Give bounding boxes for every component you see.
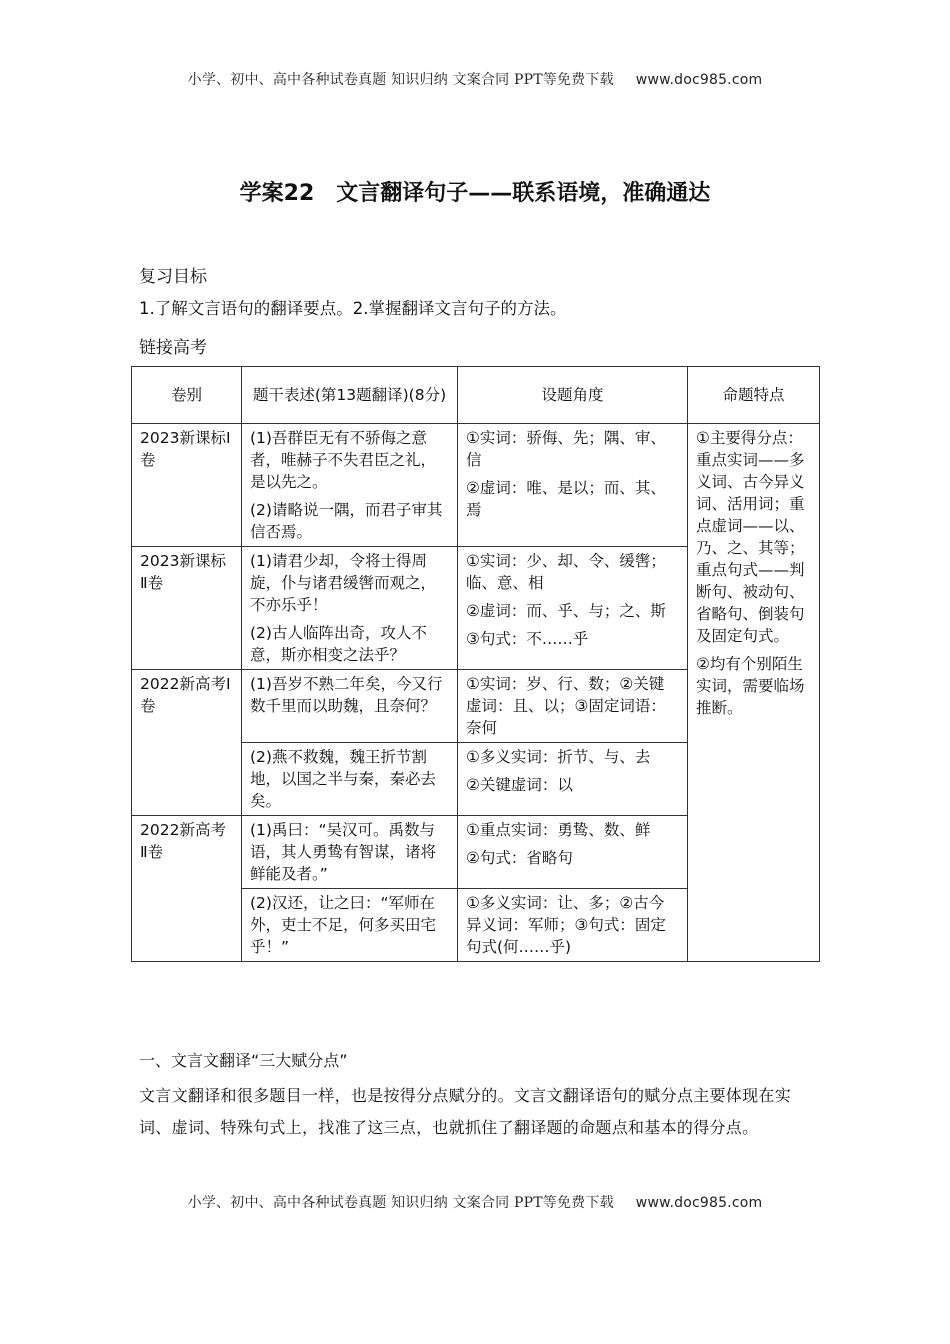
header-question: 题干表述(第13题翻译)(8分)	[242, 367, 458, 424]
banner-text: 小学、初中、高中各种试卷真题 知识归纳 文案合同 PPT等免费下载	[187, 1195, 614, 1211]
header-angle: 设题角度	[458, 367, 688, 424]
exam-table	[131, 366, 820, 962]
volume-cell: 2022新高考Ⅱ卷	[132, 816, 242, 962]
angle-item: ③句式：不……乎	[466, 630, 589, 648]
question-sentence: (1)禹曰：“吴汉可。禹数与语，其人勇鸷有智谋，诸将鲜能及者。”	[250, 821, 437, 883]
angle-cell	[458, 670, 688, 743]
feature-item: ②均有个别陌生实词，需要临场推断。	[696, 655, 805, 717]
feature-cell	[688, 424, 820, 962]
question-cell	[242, 816, 458, 889]
volume-cell: 2022新高考Ⅰ卷	[132, 670, 242, 816]
question-sentence: (1)吾群臣无有不骄侮之意者，唯赫子不失君臣之礼，是以先之。	[250, 429, 437, 491]
volume-cell: 2023新课标Ⅰ卷	[132, 424, 242, 547]
question-sentence: (1)请君少却，令将士得周旋，仆与诸君缓辔而观之，不亦乐乎！	[250, 552, 437, 614]
header-volume: 卷别	[132, 367, 242, 424]
link-heading: 链接高考	[139, 338, 207, 358]
angle-item: ①多义实词：折节、与、去	[466, 748, 651, 766]
question-sentence: (1)吾岁不熟二年矣，今又行数千里而以助魏，且奈何？	[250, 675, 443, 715]
section-heading: 一、文言文翻译“三大赋分点”	[139, 1051, 348, 1070]
question-cell	[242, 670, 458, 743]
review-heading: 复习目标	[139, 267, 207, 287]
banner-site-link[interactable]: www.doc985.com	[635, 72, 763, 88]
angle-cell	[458, 743, 688, 816]
header-banner	[0, 69, 950, 89]
banner-text: 小学、初中、高中各种试卷真题 知识归纳 文案合同 PPT等免费下载	[187, 72, 614, 88]
question-sentence: (2)请略说一隅，而君子审其信否焉。	[250, 501, 443, 541]
question-cell	[242, 889, 458, 962]
angle-item: ①实词：岁、行、数；②关键虚词：且、以；③固定词语：奈何	[466, 675, 666, 737]
volume-cell: 2023新课标Ⅱ卷	[132, 547, 242, 670]
angle-item: ①实词：骄侮、先；隅、审、信	[466, 429, 666, 469]
angle-cell	[458, 889, 688, 962]
page-title	[0, 176, 950, 207]
angle-cell	[458, 816, 688, 889]
angle-item: ②虚词：唯、是以；而、其、焉	[466, 479, 666, 519]
table-header-row	[132, 367, 820, 424]
angle-item: ①实词：少、却、令、缓辔；临、意、相	[466, 552, 666, 592]
review-text: 1.了解文言语句的翻译要点。2.掌握翻译文言句子的方法。	[139, 299, 567, 318]
question-sentence: (2)古人临阵出奇，攻人不意，斯亦相变之法乎？	[250, 624, 427, 664]
angle-item: ②句式：省略句	[466, 849, 573, 867]
angle-cell	[458, 424, 688, 547]
angle-item: ②关键虚词：以	[466, 776, 573, 794]
table-row	[132, 424, 820, 547]
angle-cell	[458, 547, 688, 670]
question-sentence: (2)燕不救魏，魏王折节割地，以国之半与秦，秦必去矣。	[250, 748, 437, 810]
question-cell	[242, 547, 458, 670]
question-cell	[242, 424, 458, 547]
exam-table-body	[132, 367, 820, 962]
section-body-text: 文言文翻译和很多题目一样，也是按得分点赋分的。文言文翻译语句的赋分点主要体现在实词、虚词、特殊句式上，找准了这三点，也就抓住了翻译题的命题点和基本的得分点。	[139, 1086, 792, 1137]
angle-item: ①重点实词：勇鸷、数、鲜	[466, 821, 651, 839]
footer-banner	[0, 1192, 950, 1212]
title-text: 文言翻译句子——联系语境，准确通达	[336, 181, 711, 206]
banner-site-link[interactable]: www.doc985.com	[635, 1195, 763, 1211]
angle-item: ①多义实词：让、多；②古今异义词：军师；③句式：固定句式(何……乎)	[466, 894, 666, 956]
header-feature: 命题特点	[688, 367, 820, 424]
question-cell	[242, 743, 458, 816]
title-number: 学案22	[239, 181, 315, 206]
feature-item: ①主要得分点：重点实词——多义词、古今异义词、活用词；重点虚词——以、乃、之、其等；重点句式——判断句、被动句、省略句、倒装句及固定句式。	[696, 429, 805, 645]
angle-item: ②虚词：而、乎、与；之、斯	[466, 602, 666, 620]
question-sentence: (2)汉还，让之曰：“军师在外，吏士不足，何多买田宅乎！”	[250, 894, 437, 956]
